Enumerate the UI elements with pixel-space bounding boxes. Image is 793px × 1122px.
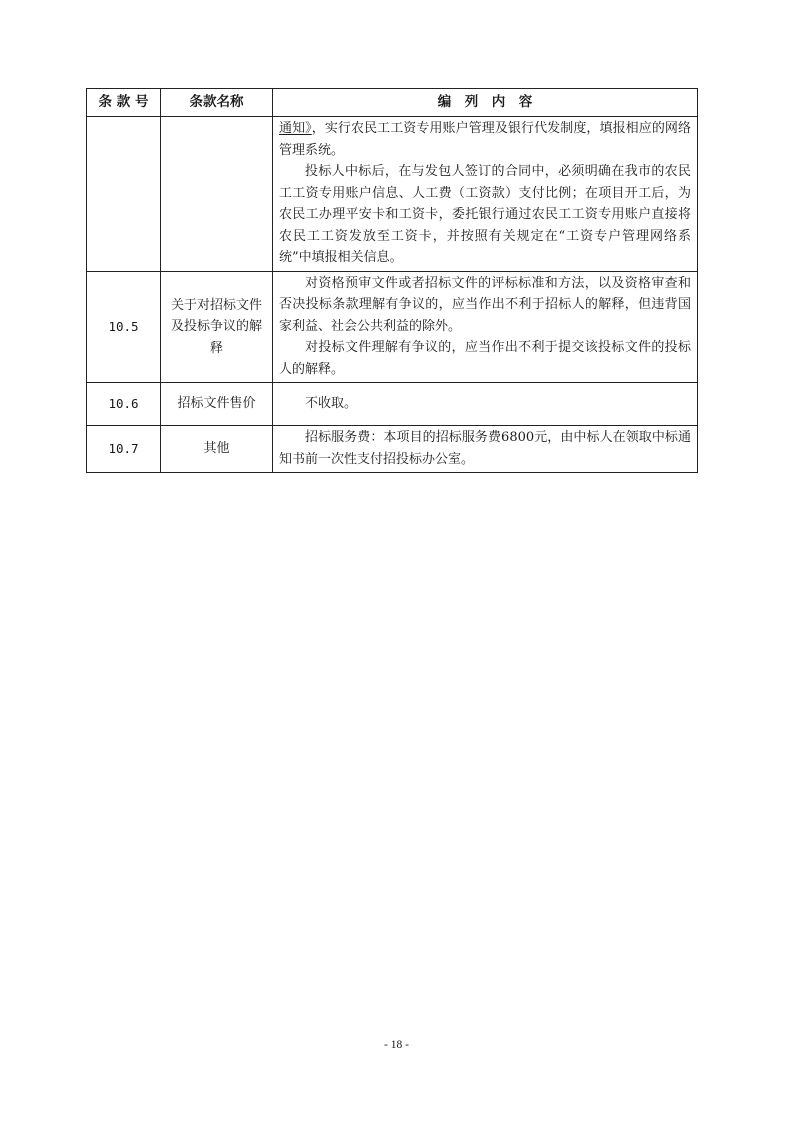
- clause-content: [273, 117, 698, 272]
- header-content: 编 列 内 容: [273, 89, 698, 117]
- clause-table-container: [86, 88, 697, 473]
- clause-content: [273, 271, 698, 383]
- table-header-row: [87, 89, 698, 117]
- clause-content: [273, 426, 698, 473]
- header-clause-number: 条 款 号: [87, 89, 161, 117]
- content-paragraph: 招标服务费：本项目的招标服务费6800元，由中标人在领取中标通知书前一次性支付招投标办公室。: [279, 430, 691, 467]
- content-paragraph: 对资格预审文件或者招标文件的评标标准和方法，以及资格审查和否决投标条款理解有争议的，应当作出不利于招标人的解释，但违背国家利益、社会公共利益的除外。: [279, 275, 691, 334]
- clause-table: [86, 88, 698, 473]
- clause-number: 10.6: [87, 383, 161, 426]
- table-row: [87, 271, 698, 383]
- table-row: [87, 117, 698, 272]
- page-number: - 18 -: [384, 1039, 409, 1051]
- clause-name: 关于对招标文件及投标争议的解释: [161, 271, 273, 383]
- clause-name: 招标文件售价: [161, 383, 273, 426]
- underlined-text: 通知》: [279, 121, 312, 136]
- clause-number: [87, 117, 161, 272]
- content-paragraph: 通知》，实行农民工工资专用账户管理及银行代发制度，填报相应的网络管理系统。: [279, 121, 691, 158]
- clause-content: [273, 383, 698, 426]
- table-row: [87, 426, 698, 473]
- content-paragraph: 不收取。: [305, 395, 358, 411]
- content-paragraph: 投标人中标后，在与发包人签订的合同中，必须明确在我市的农民工工资专用账户信息、人工费（工资款）支付比例；在项目开工后，为农民工办理平安卡和工资卡，委托银行通过农民工工资专用账户直接将农民工工资发放至工资卡，并按照有关规定在“工资专户管理网络系统”中填报相关信息。: [279, 164, 691, 265]
- header-clause-name: 条款名称: [161, 89, 273, 117]
- content-paragraph: 对投标文件理解有争议的，应当作出不利于提交该投标文件的投标人的解释。: [279, 340, 691, 377]
- table-row: [87, 383, 698, 426]
- clause-number: 10.7: [87, 426, 161, 473]
- clause-name: 其他: [161, 426, 273, 473]
- clause-number: 10.5: [87, 271, 161, 383]
- clause-name: [161, 117, 273, 272]
